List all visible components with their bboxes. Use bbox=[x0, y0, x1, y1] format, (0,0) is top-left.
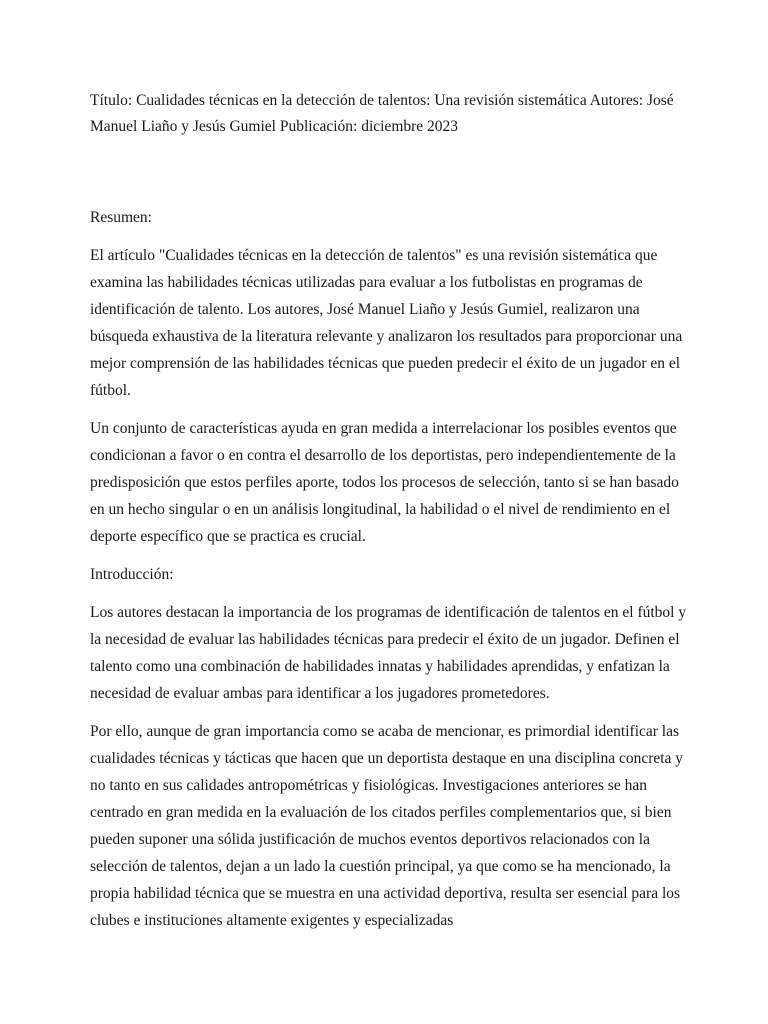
text-line: El artículo "Cualidades técnicas en la detección de talentos" es una revisión sistemática que bbox=[90, 247, 658, 264]
text-line: la necesidad de evaluar las habilidades técnicas para predecir el éxito de un jugador. Definen el bbox=[90, 631, 680, 648]
text-line: Un conjunto de características ayuda en gran medida a interrelacionar los posibles eventos que bbox=[90, 420, 677, 437]
text-line: en un hecho singular o en un análisis longitudinal, la habilidad o el nivel de rendimiento en el bbox=[90, 501, 671, 518]
document-page bbox=[90, 88, 687, 934]
resumen-paragraph-2 bbox=[90, 415, 680, 550]
text-line: centrado en gran medida en la evaluación de los citados perfiles complementarios que, si bien bbox=[90, 804, 672, 821]
text-line: identificación de talento. Los autores, José Manuel Liaño y Jesús Gumiel, realizaron una bbox=[90, 301, 640, 318]
text-line: predisposición que estos perfiles aporte, todos los procesos de selección, tanto si se han basado bbox=[90, 474, 679, 491]
text-line: examina las habilidades técnicas utilizadas para evaluar a los futbolistas en programas de bbox=[90, 274, 643, 291]
introduccion-paragraph-2 bbox=[90, 718, 684, 934]
introduccion-paragraph-1 bbox=[90, 599, 687, 707]
text-line: cualidades técnicas y tácticas que hacen que un deportista destaque en una disciplina concreta y bbox=[90, 750, 684, 767]
text-line: pueden suponer una sólida justificación de muchos eventos deportivos relacionados con la bbox=[90, 831, 650, 848]
text-line: Los autores destacan la importancia de los programas de identificación de talentos en el fútbol y bbox=[90, 604, 687, 621]
text-line: fútbol. bbox=[90, 382, 131, 399]
text-line: deporte específico que se practica es crucial. bbox=[90, 528, 366, 545]
text-line: búsqueda exhaustiva de la literatura relevante y analizaron los resultados para proporcionar una bbox=[90, 328, 683, 345]
text-line: mejor comprensión de las habilidades técnicas que pueden predecir el éxito de un jugador en el bbox=[90, 355, 681, 372]
resumen-paragraph-1 bbox=[90, 242, 683, 404]
text-line: talento como una combinación de habilidades innatas y habilidades aprendidas, y enfatizan la bbox=[90, 658, 670, 675]
text-line: no tanto en sus calidades antropométricas y fisiológicas. Investigaciones anteriores se han bbox=[90, 777, 647, 794]
header-line: Título: Cualidades técnicas en la detección de talentos: Una revisión sistemática Autores: José bbox=[90, 92, 674, 109]
text-line: Por ello, aunque de gran importancia como se acaba de mencionar, es primordial identificar las bbox=[90, 723, 680, 740]
document-header bbox=[90, 88, 680, 140]
text-line: propia habilidad técnica que se muestra en una actividad deportiva, resulta ser esencial para los bbox=[90, 885, 681, 902]
resumen-heading: Resumen: bbox=[90, 209, 152, 226]
introduccion-heading: Introducción: bbox=[90, 566, 174, 583]
text-line: necesidad de evaluar ambas para identificar a los jugadores prometedores. bbox=[90, 685, 550, 702]
text-line: condicionan a favor o en contra el desarrollo de los deportistas, pero independientemente de la bbox=[90, 447, 676, 464]
header-line: Manuel Liaño y Jesús Gumiel Publicación: diciembre 2023 bbox=[90, 118, 459, 135]
text-line: selección de talentos, dejan a un lado la cuestión principal, ya que como se ha mencionado, la bbox=[90, 858, 671, 875]
text-line: clubes e instituciones altamente exigentes y especializadas bbox=[90, 912, 454, 929]
